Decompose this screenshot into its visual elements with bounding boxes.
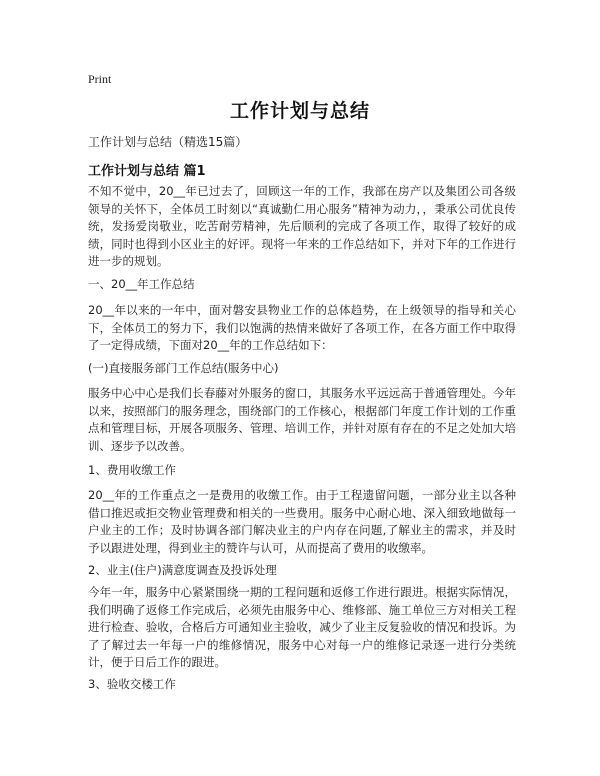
handover-heading: 3、验收交楼工作 xyxy=(88,677,176,691)
fee-collection-heading: 1、费用收缴工作 xyxy=(88,463,176,477)
intro-paragraph: 不知不觉中，20__年已过去了，回顾这一年的工作，我部在房产以及集团公司各级领导的关怀下，全体员工时刻以“真诚勤仁用心服务”精神为动力，，秉承公司优良传统，发扬爱岗敬业，吃苦耐劳精神，先后顺利的完成了各项工作，取得了较好的成绩，同时也得到小区业主的好评。现将一年来的工作总结如下，并对下年的工作进行进一步的规划。 xyxy=(88,184,516,268)
service-center-paragraph: 服务中心中心是我们长春藤对外服务的窗口，其服务水平远远高于普通管理处。今年以来，按照部门的服务理念，围绕部门的工作核心，根据部门年度工作计划的工作重点和管理目标，开展各项服务、管理、培训工作，并针对原有存在的不足之处加大培训、逐步予以改善。 xyxy=(88,386,516,453)
owner-satisfaction-paragraph: 今年一年，服务中心紧紧围绕一期的工程问题和返修工作进行跟进。根据实际情况，我们明确了返修工作完成后，必须先由服务中心、维修部、施工单位三方对相关工程进行检查、验收，合格后方可通知业主验收，减少了业主反复验收的情况和投诉。为了了解过去一年每一户的维修情况，服务中心对每一户的维修记录逐一进行分类统计，便于日后工作的跟进。 xyxy=(88,585,516,669)
summary-heading: 一、20__年工作总结 xyxy=(88,277,195,291)
owner-satisfaction-heading: 2、业主(住户)满意度调查及投诉处理 xyxy=(88,563,277,577)
fee-collection-paragraph: 20__年的工作重点之一是费用的收缴工作。由于工程遗留问题，一部分业主以各种借口推迟或拒交物业管理费和相关的一些费用。服务中心耐心地、深入细致地做每一户业主的工作；及时协调各部门解决业主的户内存在问题,了解业主的需求，并及时予以跟进处理，得到业主的赞许与认可，从而提高了费用的收缴率。 xyxy=(88,488,516,555)
service-center-heading: (一)直接服务部门工作总结(服务中心) xyxy=(88,361,279,375)
document-subtitle: 工作计划与总结（精选15篇） xyxy=(88,135,248,149)
page-title: 工作计划与总结 xyxy=(229,100,370,122)
section-heading: 工作计划与总结 篇1 xyxy=(88,164,206,179)
summary-paragraph: 20__年以来的一年中，面对磐安县物业工作的总体趋势，在上级领导的指导和关心下，全体员工的努力下，我们以饱满的热情来做好了各项工作，在各方面工作中取得了一定得成绩，下面对20__年的工作总结如下： xyxy=(88,303,516,352)
print-link[interactable]: Print xyxy=(88,72,112,86)
